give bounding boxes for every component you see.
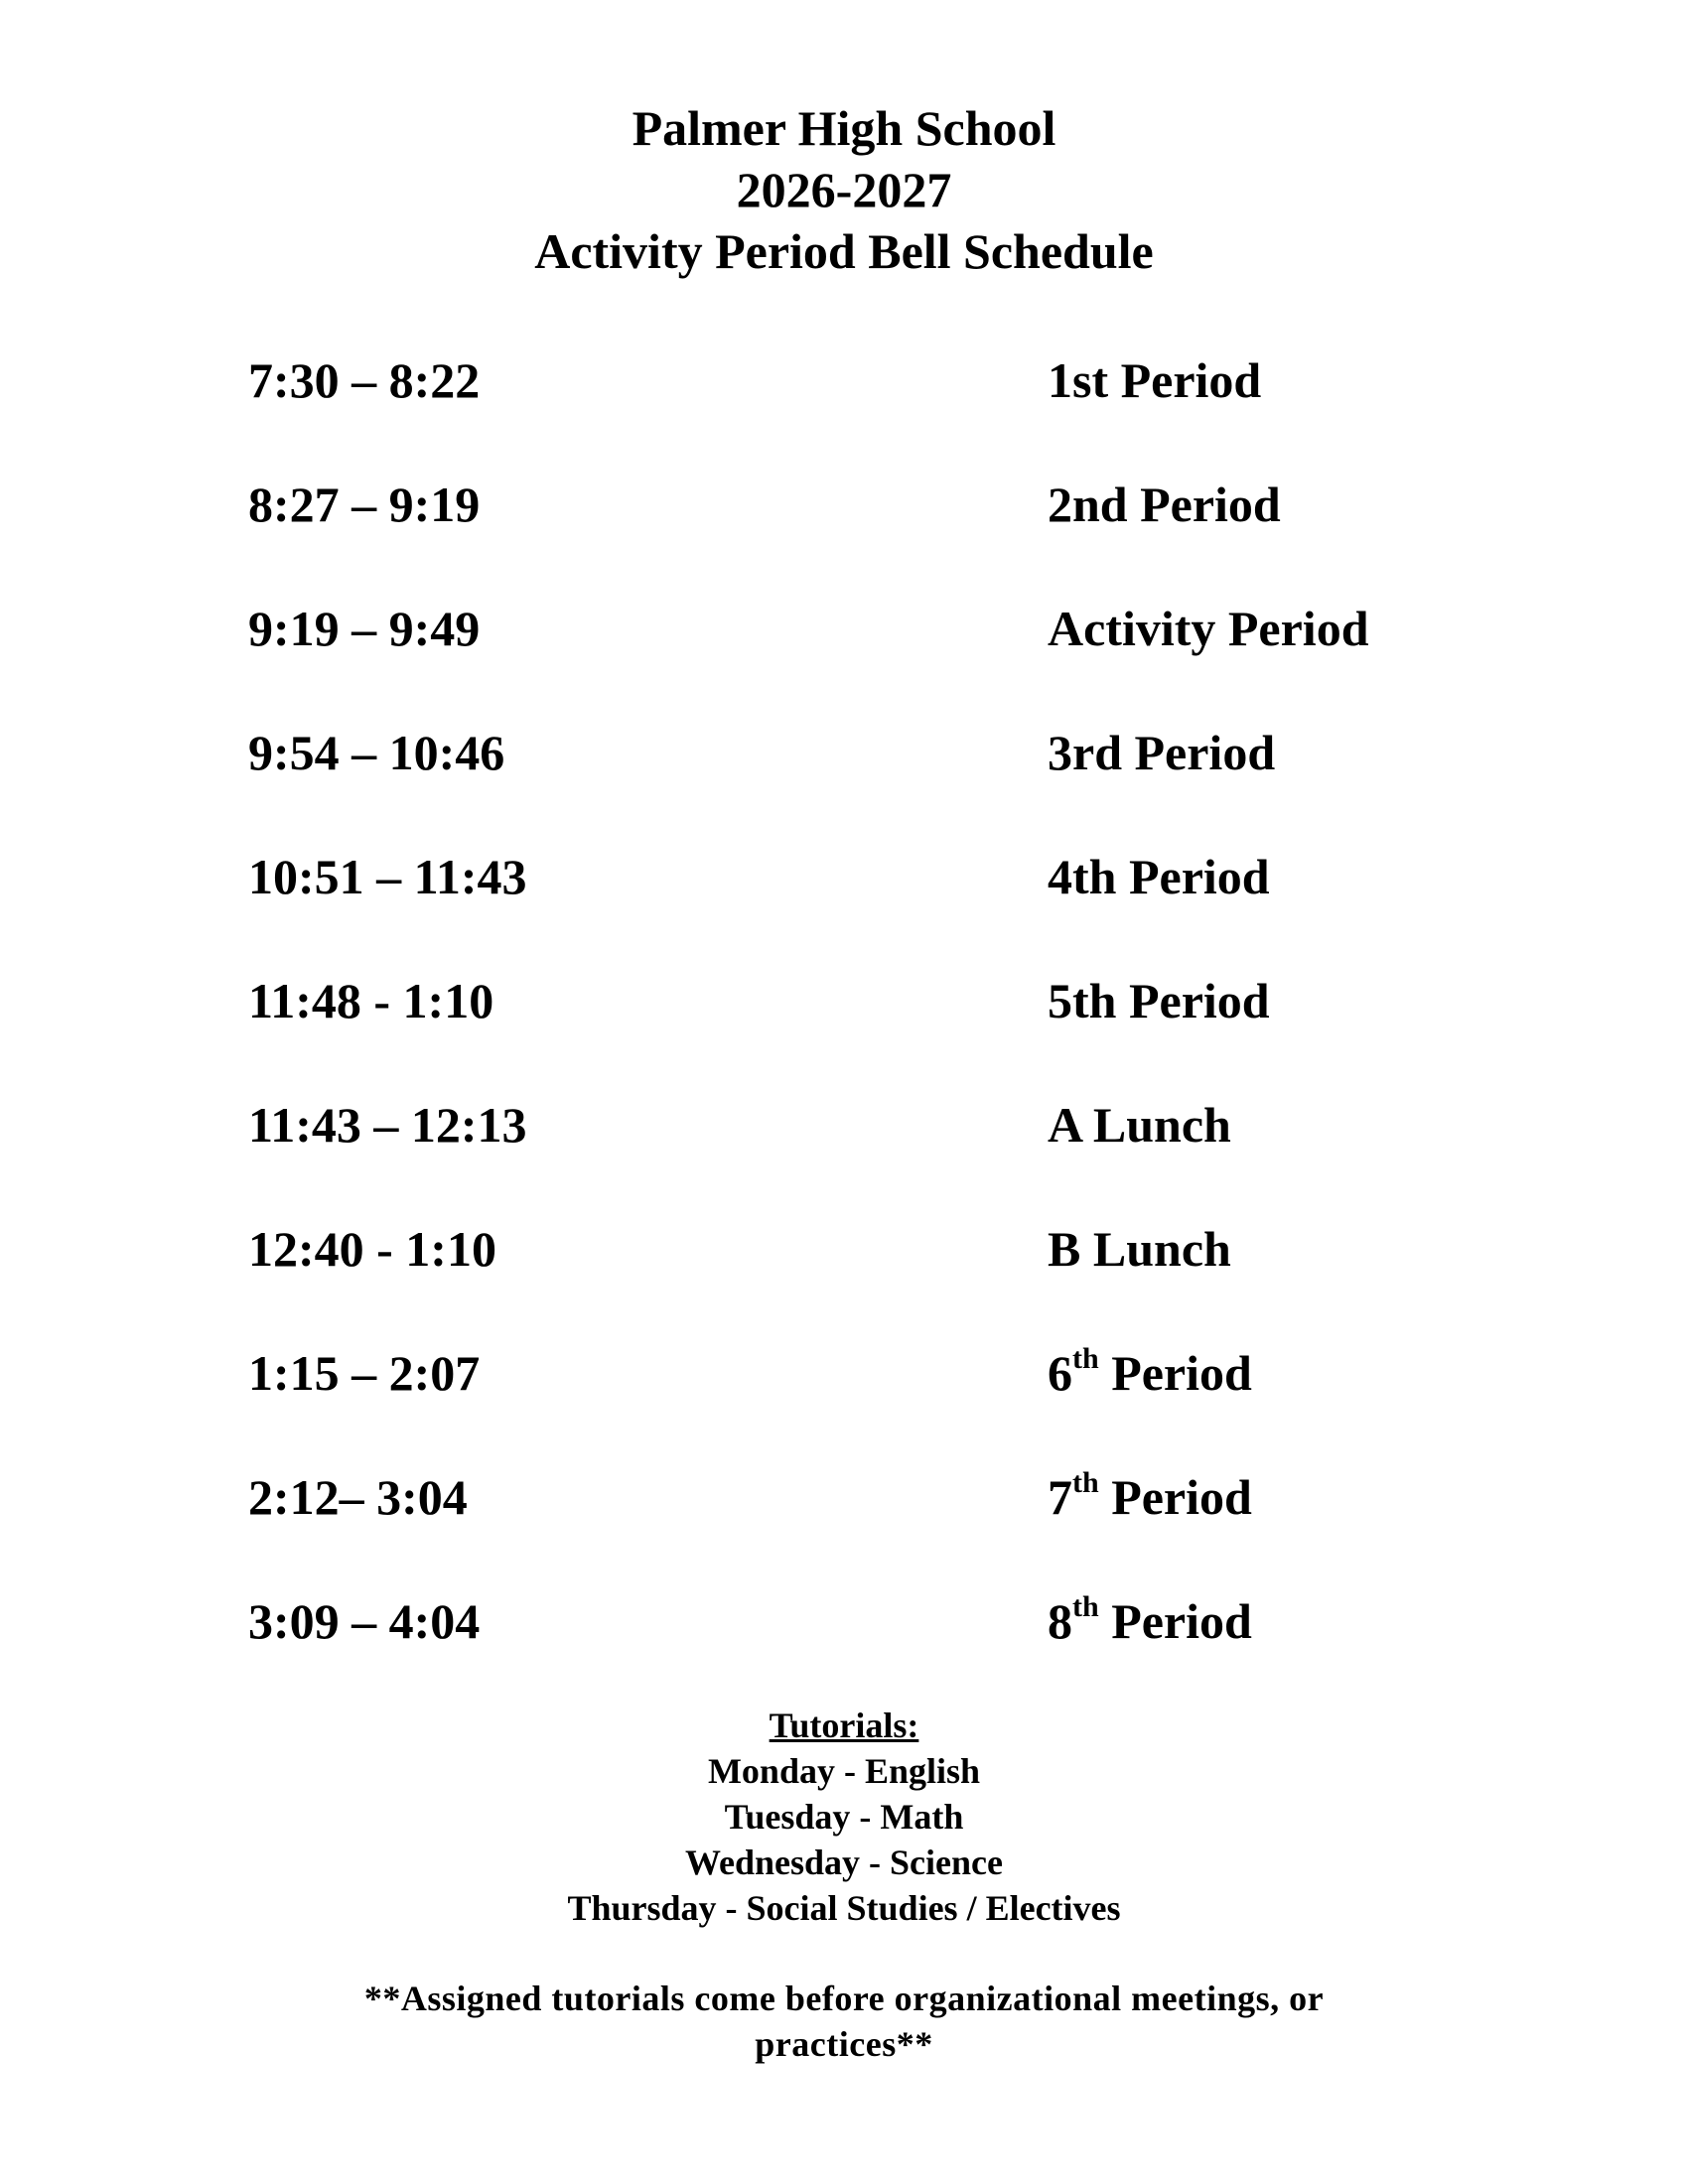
tutorial-line: Wednesday - Science	[685, 1843, 1003, 1882]
period-label: Activity Period	[1048, 601, 1369, 656]
schedule-row	[0, 1590, 1688, 1714]
schedule-row	[0, 970, 1688, 1094]
time-range: 11:48 - 1:10	[248, 973, 494, 1028]
period-label: 7th Period	[1048, 1466, 1252, 1525]
period-label: 8th Period	[1048, 1590, 1252, 1649]
tutorial-line: Thursday - Social Studies / Electives	[567, 1888, 1121, 1928]
period-label: B Lunch	[1048, 1221, 1231, 1277]
schedule-row	[0, 1218, 1688, 1342]
time-range: 7:30 – 8:22	[248, 352, 481, 408]
schedule-row	[0, 722, 1688, 846]
time-range: 12:40 - 1:10	[248, 1221, 496, 1277]
period-label: 3rd Period	[1048, 725, 1276, 780]
tutorials-section	[0, 1703, 1688, 1931]
period-label: 1st Period	[1048, 352, 1262, 408]
schedule-row	[0, 474, 1688, 598]
schedule-row	[0, 846, 1688, 970]
time-range: 8:27 – 9:19	[248, 477, 481, 532]
period-label: 6th Period	[1048, 1342, 1252, 1401]
document-header	[0, 97, 1688, 282]
schedule-row	[0, 349, 1688, 474]
period-label: 2nd Period	[1048, 477, 1281, 532]
time-range: 10:51 – 11:43	[248, 849, 527, 904]
schedule-row	[0, 1466, 1688, 1590]
tutorials-note	[0, 1976, 1688, 2067]
tutorials-heading: Tutorials:	[769, 1706, 919, 1745]
schedule-row	[0, 1094, 1688, 1218]
school-year: 2026-2027	[736, 162, 952, 217]
time-range: 1:15 – 2:07	[248, 1345, 481, 1401]
time-range: 3:09 – 4:04	[248, 1593, 481, 1649]
schedule-row	[0, 598, 1688, 722]
school-name: Palmer High School	[632, 100, 1056, 156]
schedule-row	[0, 1342, 1688, 1466]
document-title: Activity Period Bell Schedule	[534, 223, 1154, 279]
note-line: practices**	[755, 2024, 933, 2064]
tutorial-line: Monday - English	[707, 1751, 981, 1791]
time-range: 9:19 – 9:49	[248, 601, 481, 656]
period-label: 4th Period	[1048, 849, 1270, 904]
time-range: 9:54 – 10:46	[248, 725, 505, 780]
note-line: **Assigned tutorials come before organizational meetings, or	[363, 1979, 1325, 2018]
period-label: A Lunch	[1048, 1097, 1231, 1153]
tutorial-line: Tuesday - Math	[724, 1797, 964, 1837]
schedule-list	[0, 349, 1688, 1714]
time-range: 11:43 – 12:13	[248, 1097, 527, 1153]
time-range: 2:12– 3:04	[248, 1469, 468, 1525]
period-label: 5th Period	[1048, 973, 1270, 1028]
